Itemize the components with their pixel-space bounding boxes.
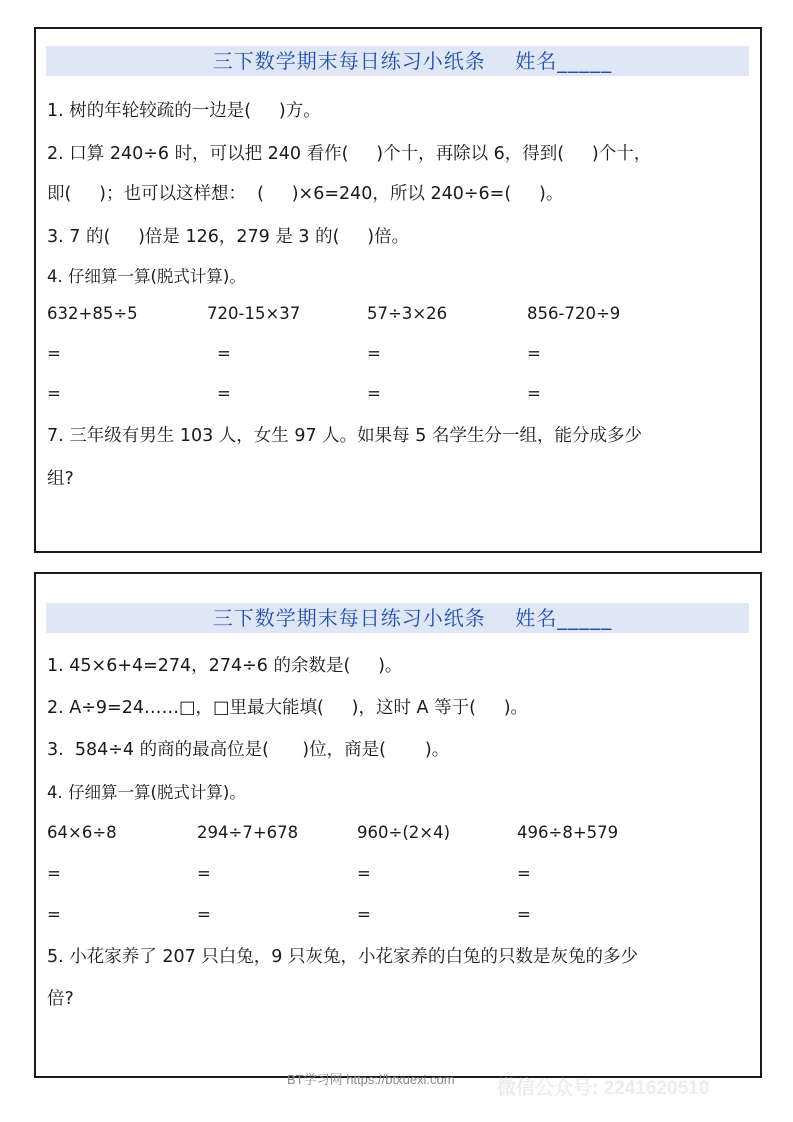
equals-sign: = xyxy=(217,384,231,403)
expression-1: 64×6÷8 xyxy=(47,823,117,842)
site-watermark: BT学习网 https://btxuexi.com xyxy=(287,1072,455,1087)
equals-sign: = xyxy=(517,864,531,883)
question-7-line-2: 组? xyxy=(47,469,74,489)
question-2-line-1: 2. 口算 240÷6 时，可以把 240 看作( )个十，再除以 6，得到( )个十， xyxy=(47,144,652,164)
expression-3: 57÷3×26 xyxy=(367,304,448,323)
card-title: 三下数学期末每日练习小纸条 姓名_____ xyxy=(212,49,613,73)
worksheet-card-2 xyxy=(34,572,762,1078)
equals-sign: = xyxy=(197,905,211,924)
question-4: 4. 仔细算一算(脱式计算)。 xyxy=(47,783,246,802)
equals-sign: = xyxy=(47,344,61,363)
expression-2: 720-15×37 xyxy=(207,304,301,323)
faint-watermark: 微信公众号: 2241620510 xyxy=(497,1078,710,1099)
expression-2: 294÷7+678 xyxy=(197,823,299,842)
worksheet-card-1 xyxy=(34,27,762,553)
question-2-line-2: 即( )；也可以这样想： ( )×6=240，所以 240÷6=( )。 xyxy=(47,184,564,204)
question-7-line-1: 7. 三年级有男生 103 人，女生 97 人。如果每 5 名学生分一组，能分成多少 xyxy=(47,426,642,446)
equals-sign: = xyxy=(47,384,61,403)
title-band xyxy=(46,46,749,76)
expression-4: 856-720÷9 xyxy=(527,304,621,323)
title-band xyxy=(46,603,749,633)
equals-sign: = xyxy=(357,864,371,883)
expression-4: 496÷8+579 xyxy=(517,823,619,842)
equals-sign: = xyxy=(367,344,381,363)
equals-sign: = xyxy=(357,905,371,924)
equals-sign: = xyxy=(527,344,541,363)
equals-sign: = xyxy=(517,905,531,924)
question-5-line-1: 5. 小花家养了 207 只白兔，9 只灰兔，小花家养的白兔的只数是灰兔的多少 xyxy=(47,947,638,967)
expression-3: 960÷(2×4) xyxy=(357,823,451,842)
question-2: 2. A÷9=24……□，□里最大能填( )，这时 A 等于( )。 xyxy=(47,698,529,718)
equals-sign: = xyxy=(47,905,61,924)
question-1: 1. 45×6+4=274，274÷6 的余数是( )。 xyxy=(47,656,403,676)
question-3: 3. 7 的( )倍是 126，279 是 3 的( )倍。 xyxy=(47,227,410,247)
equals-sign: = xyxy=(367,384,381,403)
equals-sign: = xyxy=(527,384,541,403)
equals-sign: = xyxy=(47,864,61,883)
equals-sign: = xyxy=(197,864,211,883)
question-4: 4. 仔细算一算(脱式计算)。 xyxy=(47,267,246,286)
expression-1: 632+85÷5 xyxy=(47,304,138,323)
question-1: 1. 树的年轮较疏的一边是( )方。 xyxy=(47,101,321,121)
question-3: 3. 584÷4 的商的最高位是( )位，商是( )。 xyxy=(47,740,450,760)
card-title: 三下数学期末每日练习小纸条 姓名_____ xyxy=(212,606,613,630)
question-5-line-2: 倍? xyxy=(47,989,74,1009)
equals-sign: = xyxy=(217,344,231,363)
